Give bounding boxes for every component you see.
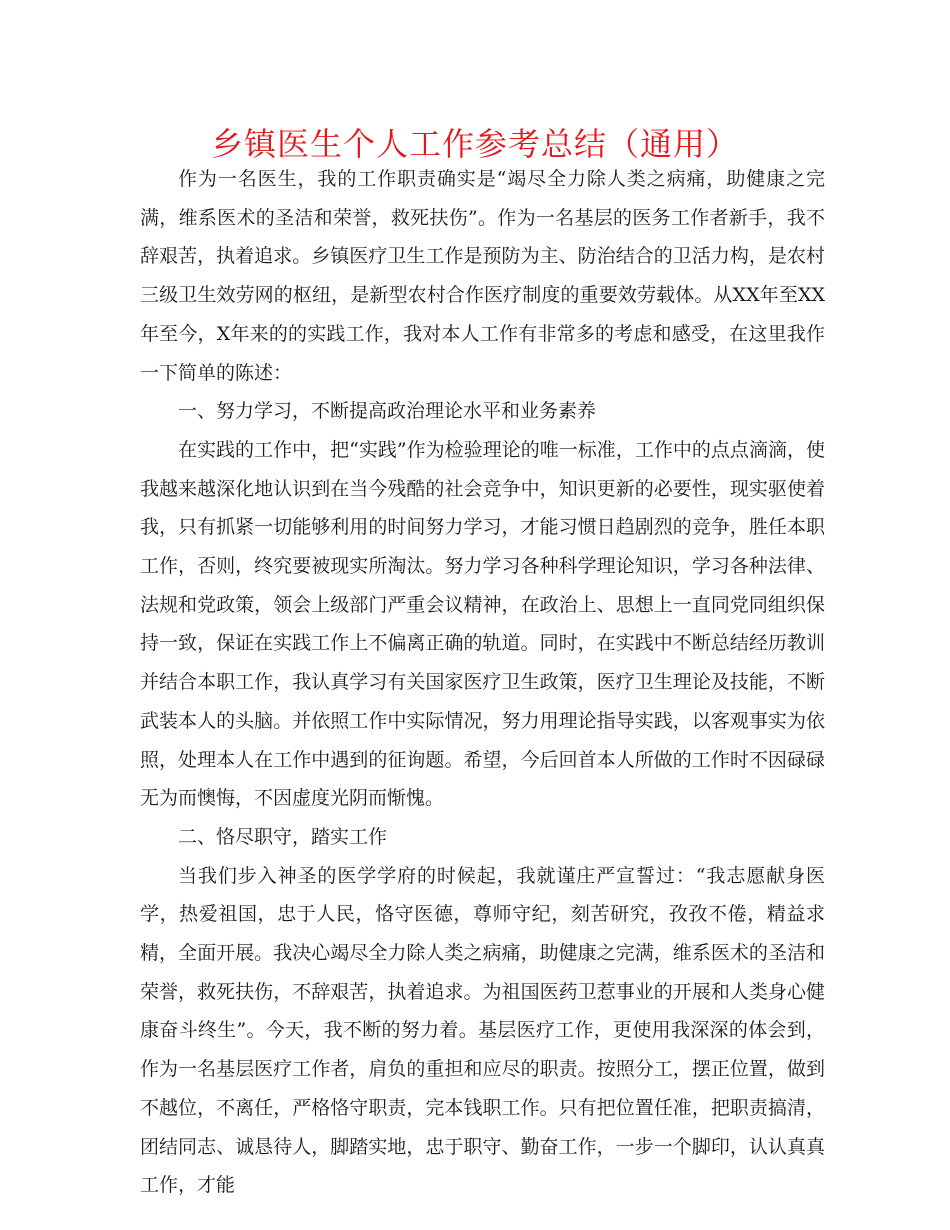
paragraph-intro: 作为一名医生，我的工作职责确实是“竭尽全力除人类之病痛，助健康之完满，维系医术的圣洁和荣誉，救死扶伤”。作为一名基层的医务工作者新手，我不辞艰苦，执着追求。乡镇医疗卫生工作是预防为主、防治结合的卫活力构，是农村三级卫生效劳网的枢纽，是新型农村合作医疗制度的重要效劳载体。从XX年至XX年至今，X年来的的实践工作，我对本人工作有非常多的考虑和感受，在这里我作一下简单的陈述：	[140, 168, 825, 384]
section-heading-1: 一、努力学习，不断提高政治理论水平和业务素养	[178, 400, 597, 423]
document-body	[140, 160, 825, 1205]
paragraph-study: 在实践的工作中，把“实践”作为检验理论的唯一标准，工作中的点点滴滴，使我越来越深化地认识到在当今残酷的社会竞争中，知识更新的必要性，现实驱使着我，只有抓紧一切能够利用的时间努力学习，才能习惯日趋剧烈的竞争，胜任本职工作，否则，终究要被现实所淘汰。努力学习各种科学理论知识，学习各种法律、法规和党政策，领会上级部门严重会议精神，在政治上、思想上一直同党同组织保持一致，保证在实践工作上不偏离正确的轨道。同时，在实践中不断总结经历教训并结合本职工作，我认真学习有关国家医疗卫生政策，医疗卫生理论及技能，不断武装本人的头脑。并依照工作中实际情况，努力用理论指导实践，以客观事实为依照，处理本人在工作中遇到的征询题。希望，今后回首本人所做的工作时不因碌碌无为而懊悔，不因虚度光阴而惭愧。	[140, 438, 825, 810]
section-heading-2: 二、恪尽职守，踏实工作	[178, 825, 388, 848]
document-title: 乡镇医生个人工作参考总结（通用）	[210, 125, 739, 163]
paragraph-duty: 当我们步入神圣的医学学府的时候起，我就谨庄严宣誓过：“我志愿献身医学，热爱祖国，忠于人民，恪守医德，尊师守纪，刻苦研究，孜孜不倦，精益求精，全面开展。我决心竭尽全力除人类之病痛，助健康之完满，维系医术的圣洁和荣誉，救死扶伤，不辞艰苦，执着追求。为祖国医药卫惹事业的开展和人类身心健康奋斗终生”。今天，我不断的努力着。基层医疗工作，更使用我深深的体会到，作为一名基层医疗工作者，肩负的重担和应尽的职责。按照分工，摆正位置，做到不越位，不离任，严格恪守职责，完本钱职工作。只有把位置任准，把职责搞清，团结同志、诚恳待人，脚踏实地，忠于职守、勤奋工作，一步一个脚印，认认真真工作，才能	[140, 864, 825, 1197]
